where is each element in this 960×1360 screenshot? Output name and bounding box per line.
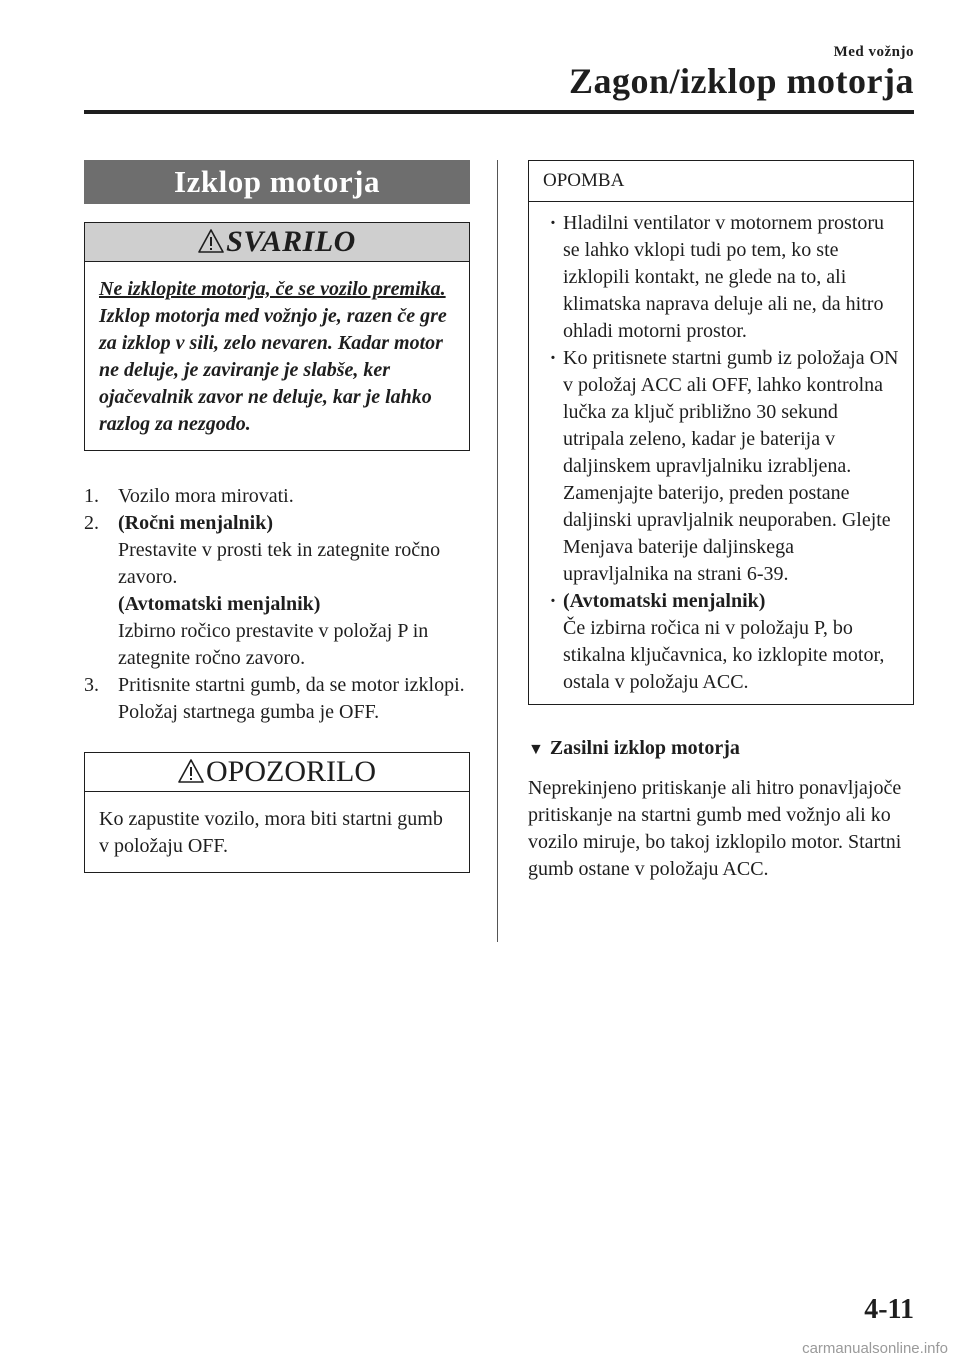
bullet-dot: ·	[549, 590, 557, 612]
opozorilo-title: OPOZORILO	[206, 755, 376, 788]
step-3	[84, 672, 470, 726]
paragraph: Neprekinjeno pritiskanje ali hitro ponavljajoče pritiskanje na startni gumb med vožnjo ali ko vozilo miruje, bo takoj izklopilo motor. Startni gumb ostane v položaju ACC.	[528, 777, 902, 880]
step-auto-text: Izbirno ročico prestavite v položaj P in zategnite ročno zavoro.	[118, 620, 429, 669]
bullet-text: Hladilni ventilator v motornem prostoru se lahko vklopi tudi po tem, ko ste izklopili kontakt, ne glede na to, ali klimatska naprava deluje ali ne, da hitro ohladi motorni prostor.	[563, 212, 885, 342]
svarilo-text: Izklop motorja med vožnjo je, razen če gre za izklop v sili, zelo nevaren. Kadar motor ne deluje, je zaviranje je slabše, ker ojačevalnik zavor ne deluje, kar je lahko razlog za nezgodo.	[99, 305, 447, 435]
step-number: 2.	[84, 512, 99, 534]
left-column	[84, 160, 470, 873]
header-rule	[84, 110, 914, 114]
svarilo-header	[85, 223, 469, 262]
step-1	[84, 483, 470, 510]
svarilo-title: SVARILO	[226, 225, 356, 258]
step-auto-label: (Avtomatski menjalnik)	[118, 593, 321, 615]
opomba-title: OPOMBA	[529, 161, 913, 202]
warning-triangle-icon	[178, 759, 204, 783]
opomba-bullet-1	[543, 210, 899, 345]
page-number: 4-11	[864, 1294, 914, 1325]
svarilo-box	[84, 222, 470, 451]
opomba-box	[528, 160, 914, 705]
chapter-title: Zagon/izklop motorja	[568, 61, 914, 101]
bullet-label: (Avtomatski menjalnik)	[563, 590, 766, 612]
step-2	[84, 510, 470, 672]
right-column	[528, 160, 914, 883]
step-manual-label: (Ročni menjalnik)	[118, 512, 273, 534]
opomba-body	[529, 202, 913, 704]
step-manual-text: Prestavite v prosti tek in zategnite ročno zavoro.	[118, 539, 441, 588]
step-text: Vozilo mora mirovati.	[118, 485, 294, 507]
section-banner: Izklop motorja	[84, 160, 470, 204]
bullet-text: Ko pritisnete startni gumb iz položaja ON v položaj ACC ali OFF, lahko kontrolna lučka za ključ približno 30 sekund utripala zeleno, kadar je baterija v daljinskem upravljalniku izrabljena.	[563, 347, 899, 477]
step-text: Pritisnite startni gumb, da se motor izklopi. Položaj startnega gumba je OFF.	[118, 674, 465, 723]
watermark-link[interactable]: carmanualsonline.info	[802, 1340, 948, 1357]
opozorilo-body: Ko zapustite vozilo, mora biti startni gumb v položaju OFF.	[99, 808, 443, 857]
opozorilo-header	[85, 753, 469, 792]
svarilo-underlined-text: Ne izklopite motorja, če se vozilo premika.	[99, 278, 446, 300]
opomba-bullet-3	[543, 588, 899, 696]
step-number: 1.	[84, 485, 99, 507]
steps-list	[84, 483, 470, 726]
svarilo-body	[85, 262, 469, 450]
subheading	[528, 735, 914, 763]
subheading-text: Zasilni izklop motorja	[549, 737, 740, 759]
column-divider	[497, 160, 498, 942]
bullet-text: Če izbirna ročica ni v položaju P, bo stikalna ključavnica, ko izklopite motor, ostala v položaju ACC.	[563, 617, 885, 693]
opomba-bullet-2	[543, 345, 899, 588]
step-number: 3.	[84, 674, 99, 696]
warning-triangle-icon	[198, 229, 224, 253]
bullet-dot: ·	[549, 212, 557, 234]
triangle-marker-icon: ▼	[528, 741, 544, 758]
bullet-dot: ·	[549, 347, 557, 369]
header-section: Med vožnjo	[833, 44, 914, 60]
bullet-extra-text: Zamenjajte baterijo, preden postane daljinski upravljalnik neuporaben. Glejte Menjava baterije daljinskega upravljalnika na strani 6-39.	[563, 482, 891, 585]
opozorilo-box	[84, 752, 470, 873]
